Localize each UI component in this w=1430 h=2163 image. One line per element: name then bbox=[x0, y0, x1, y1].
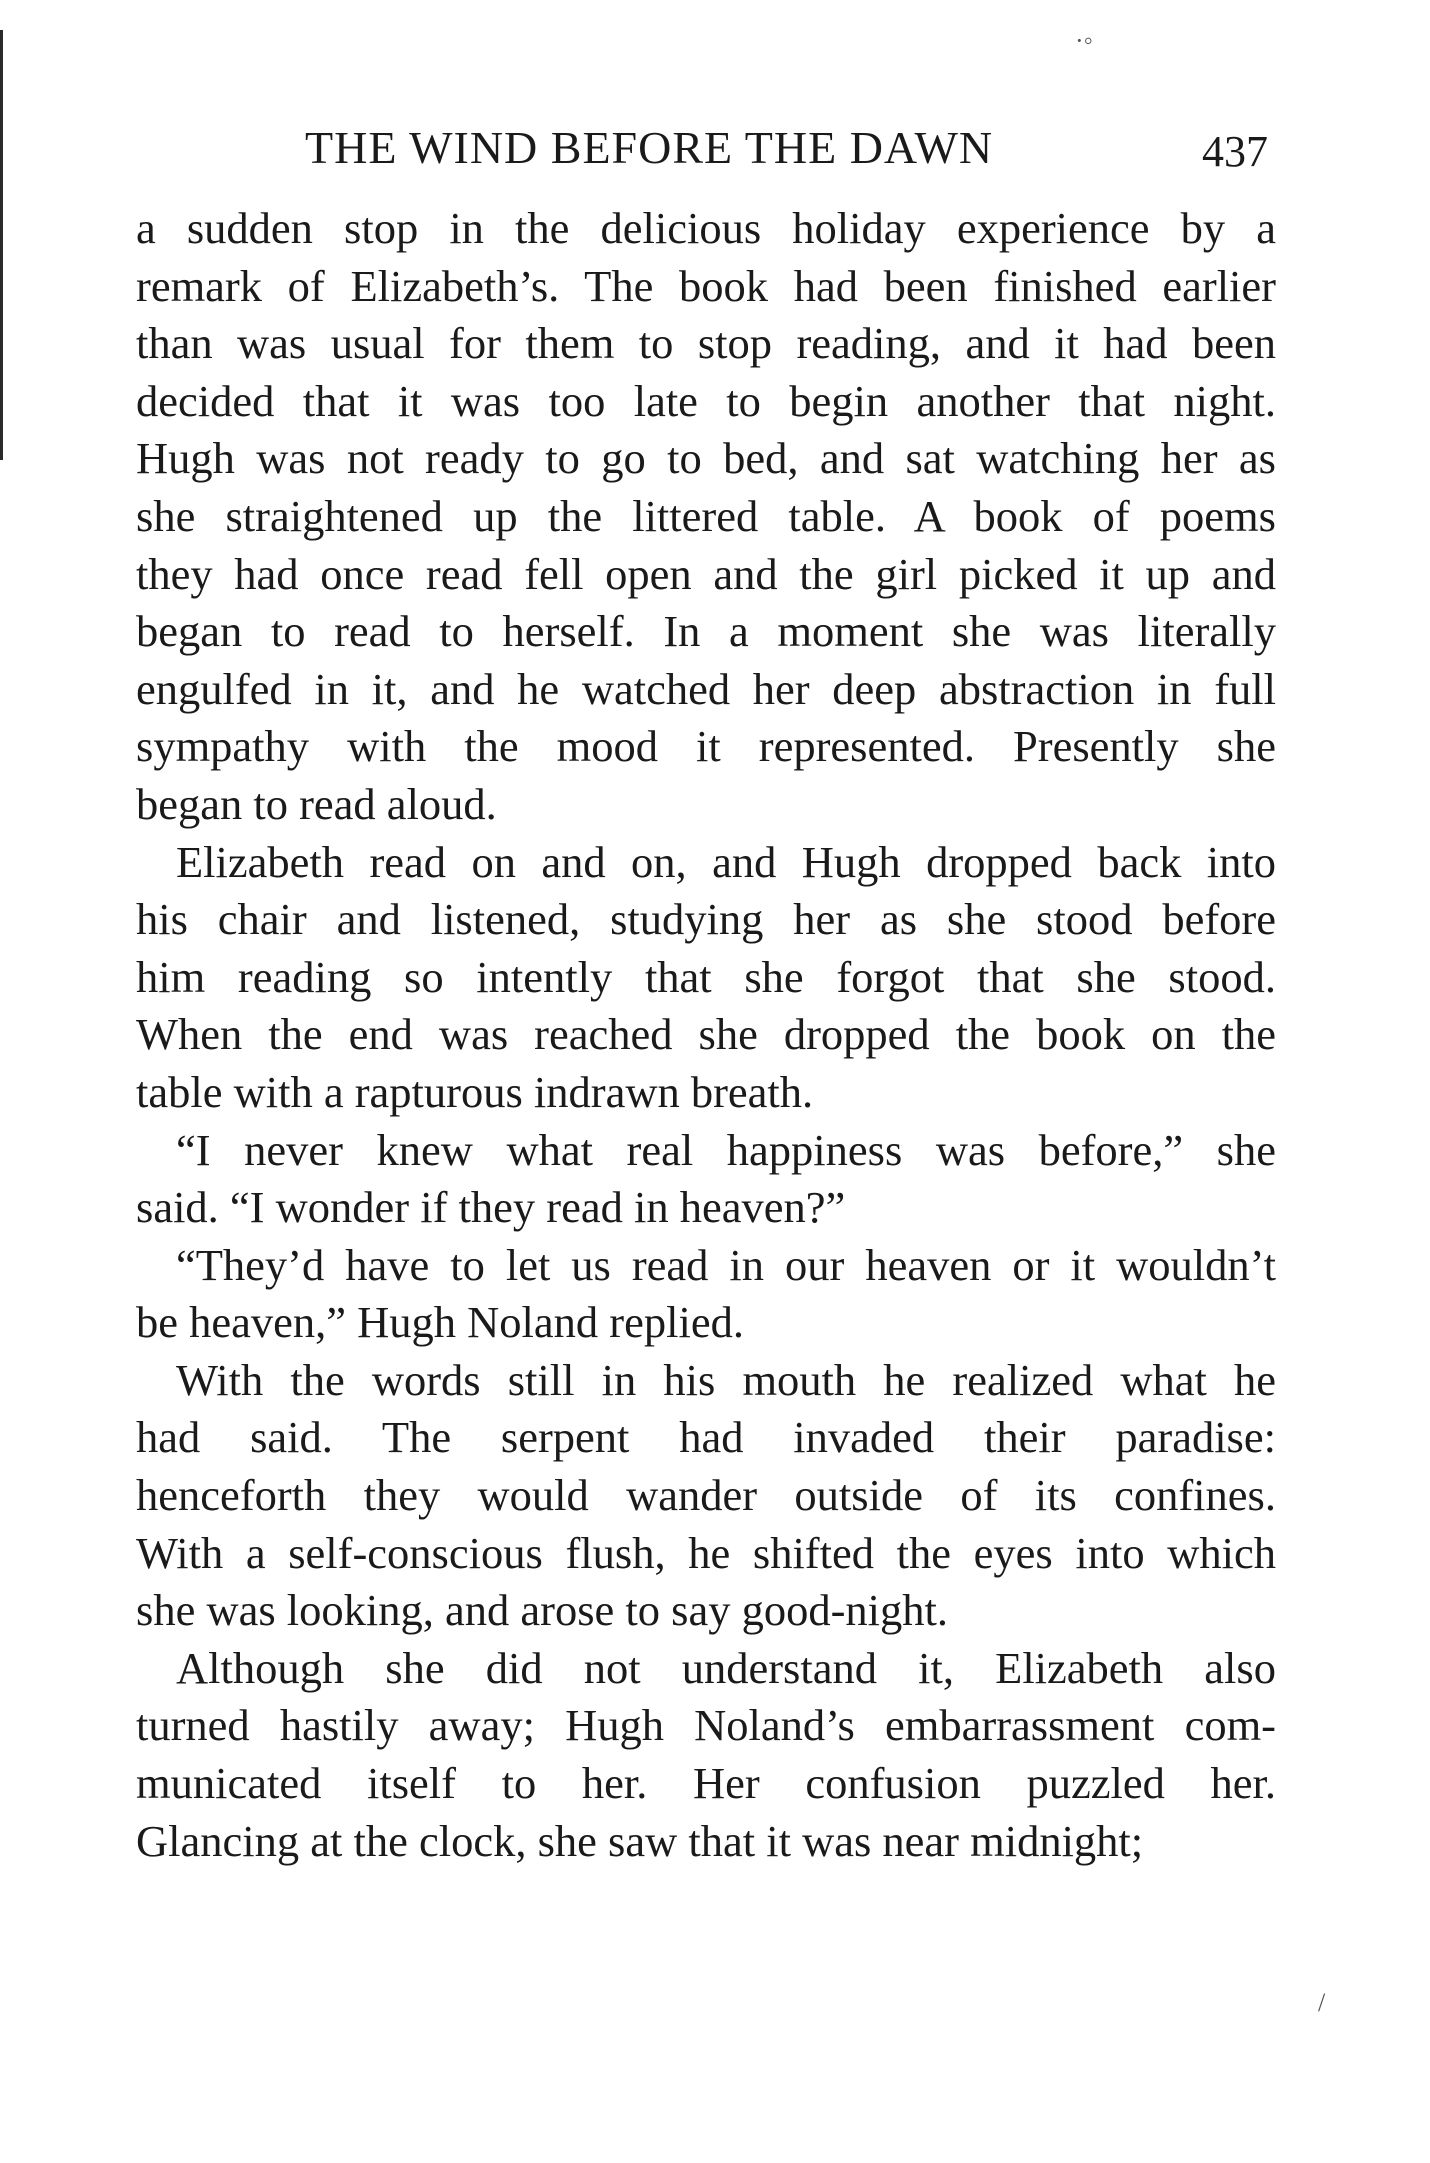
page-number: 437 bbox=[1202, 127, 1268, 176]
text-line: “They’d have to let us read in our heaven or it wouldn’t bbox=[176, 1239, 1276, 1290]
text-line: remark of Elizabeth’s. The book had been finished earlier bbox=[136, 260, 1276, 311]
text-line: table with a rapturous indrawn breath. bbox=[136, 1066, 814, 1117]
paragraph bbox=[136, 1237, 1276, 1352]
paragraph bbox=[136, 1352, 1276, 1640]
speck-mark-top: ·◦ bbox=[1075, 26, 1093, 55]
text-line: With the words still in his mouth he realized what he bbox=[176, 1354, 1276, 1405]
text-line: they had once read fell open and the girl picked it up and bbox=[136, 548, 1276, 599]
text-line: Hugh was not ready to go to bed, and sat watching her as bbox=[136, 433, 1276, 484]
paragraph bbox=[136, 200, 1276, 834]
text-line: sympathy with the mood it represented. Presently she bbox=[136, 721, 1276, 772]
text-line: a sudden stop in the delicious holiday experience by a bbox=[136, 203, 1276, 253]
running-head-title: THE WIND BEFORE THE DAWN bbox=[305, 122, 994, 173]
text-line: turned hastily away; Hugh Noland’s embarrassment com- bbox=[136, 1700, 1276, 1751]
text-line: than was usual for them to stop reading, and it had been bbox=[136, 318, 1276, 369]
text-line: said. “I wonder if they read in heaven?” bbox=[136, 1182, 846, 1233]
text-line: began to read to herself. In a moment she was literally bbox=[136, 606, 1276, 657]
text-line: she was looking, and arose to say good-night. bbox=[136, 1585, 948, 1636]
running-head bbox=[140, 118, 1280, 178]
paragraph bbox=[136, 834, 1276, 1122]
text-line: engulfed in it, and he watched her deep abstraction in full bbox=[136, 663, 1276, 714]
scan-edge-line bbox=[0, 30, 3, 460]
text-line: be heaven,” Hugh Noland replied. bbox=[136, 1297, 744, 1348]
text-line: began to read aloud. bbox=[136, 778, 497, 829]
text-line: had said. The serpent had invaded their paradise: bbox=[136, 1412, 1276, 1463]
text-line: “I never knew what real happiness was before,” she bbox=[176, 1124, 1276, 1175]
speck-mark-bottom: / bbox=[1318, 1988, 1326, 2017]
text-line: Although she did not understand it, Elizabeth also bbox=[176, 1642, 1276, 1693]
text-line: decided that it was too late to begin another that night. bbox=[136, 375, 1276, 426]
text-line: henceforth they would wander outside of its confines. bbox=[136, 1470, 1276, 1521]
text-line: When the end was reached she dropped the book on the bbox=[136, 1009, 1276, 1060]
text-line: him reading so intently that she forgot that she stood. bbox=[136, 951, 1276, 1002]
text-line: With a self-conscious flush, he shifted the eyes into which bbox=[136, 1527, 1276, 1578]
text-line: Elizabeth read on and on, and Hugh dropped back into bbox=[176, 836, 1276, 887]
text-line: municated itself to her. Her confusion puzzled her. bbox=[136, 1758, 1276, 1809]
paragraph bbox=[136, 1640, 1276, 1870]
text-line: she straightened up the littered table. A book of poems bbox=[136, 490, 1276, 541]
text-line: Glancing at the clock, she saw that it was near midnight; bbox=[136, 1815, 1144, 1866]
paragraph bbox=[136, 1122, 1276, 1237]
body-text bbox=[136, 200, 1276, 1870]
text-line: his chair and listened, studying her as she stood before bbox=[136, 894, 1276, 945]
